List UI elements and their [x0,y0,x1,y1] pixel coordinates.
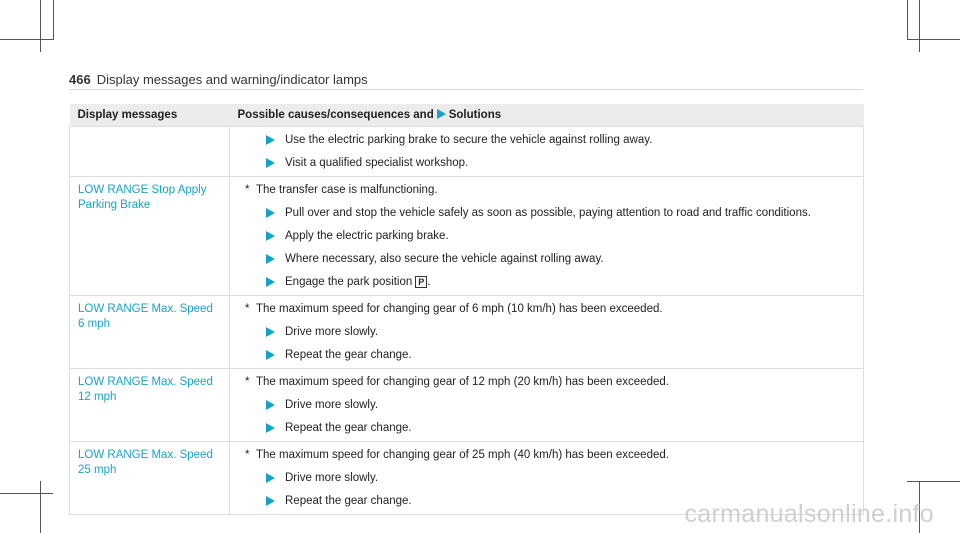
crop-mark [0,39,53,40]
solution-step: Pull over and stop the vehicle safely as soon as possible, paying attention to road and traffic conditions. [238,206,855,221]
section-title: Display messages and warning/indicator lamps [96,72,368,87]
arrow-icon [266,496,275,506]
arrow-icon [266,208,275,218]
table-row [70,369,864,442]
solution-cell [230,127,864,177]
arrow-icon [266,158,275,168]
cause-line: * The transfer case is malfunctioning. [245,184,438,196]
col-header-messages: Display messages [70,104,230,127]
arrow-icon [266,277,275,287]
solution-step: Engage the park position P . [238,275,855,290]
arrow-icon [266,400,275,410]
crop-mark [907,0,908,40]
crop-mark [40,0,41,52]
solution-step: Visit a qualified specialist workshop. [238,156,855,171]
header-divider [69,89,863,90]
solution-step: Drive more slowly. [238,471,855,486]
cause-line: * The maximum speed for changing gear of 25 mph (40 km/h) has been exceeded. [245,449,669,461]
solution-cell [230,296,864,369]
crop-mark [907,481,960,482]
solution-step: Use the electric parking brake to secure the vehicle against rolling away. [238,133,855,148]
col-header-solutions: Solutions [448,108,502,121]
message-cell: LOW RANGE Stop Apply Parking Brake [70,177,230,296]
col-header-causes-prefix: Possible causes/consequences and [237,108,434,121]
display-messages-table [69,104,864,515]
arrow-icon [266,135,275,145]
page-header [69,72,368,87]
crop-mark [53,0,54,40]
watermark: carmanualsonline.info [684,500,934,528]
solution-step: Repeat the gear change. [238,348,855,363]
cause-line: * The maximum speed for changing gear of 6 mph (10 km/h) has been exceeded. [245,303,663,315]
page-number: 466 [69,72,91,87]
solution-cell [230,369,864,442]
park-position-icon: P [415,276,427,288]
solution-step: Repeat the gear change. [238,421,855,436]
crop-mark [0,493,53,494]
arrow-icon [266,423,275,433]
arrow-icon [437,109,446,119]
arrow-icon [266,350,275,360]
arrow-icon [266,327,275,337]
cause-line: * The maximum speed for changing gear of 12 mph (20 km/h) has been exceeded. [245,376,669,388]
solution-step: Where necessary, also secure the vehicle against rolling away. [238,252,855,267]
message-cell: LOW RANGE Max. Speed 6 mph [70,296,230,369]
crop-mark [907,39,960,40]
solution-step: Repeat the gear change. [238,494,855,509]
solution-step: Drive more slowly. [238,398,855,413]
arrow-icon [266,254,275,264]
solution-step: Apply the electric parking brake. [238,229,855,244]
table-row [70,127,864,177]
arrow-icon [266,231,275,241]
col-header-causes [230,104,864,127]
arrow-icon [266,473,275,483]
solution-step: Drive more slowly. [238,325,855,340]
table-row [70,296,864,369]
crop-mark [919,0,920,52]
message-cell: LOW RANGE Max. Speed 25 mph [70,442,230,515]
table-row [70,177,864,296]
table-header-row [70,104,864,127]
solution-cell [230,177,864,296]
message-cell [70,127,230,177]
crop-mark [40,481,41,533]
message-cell: LOW RANGE Max. Speed 12 mph [70,369,230,442]
